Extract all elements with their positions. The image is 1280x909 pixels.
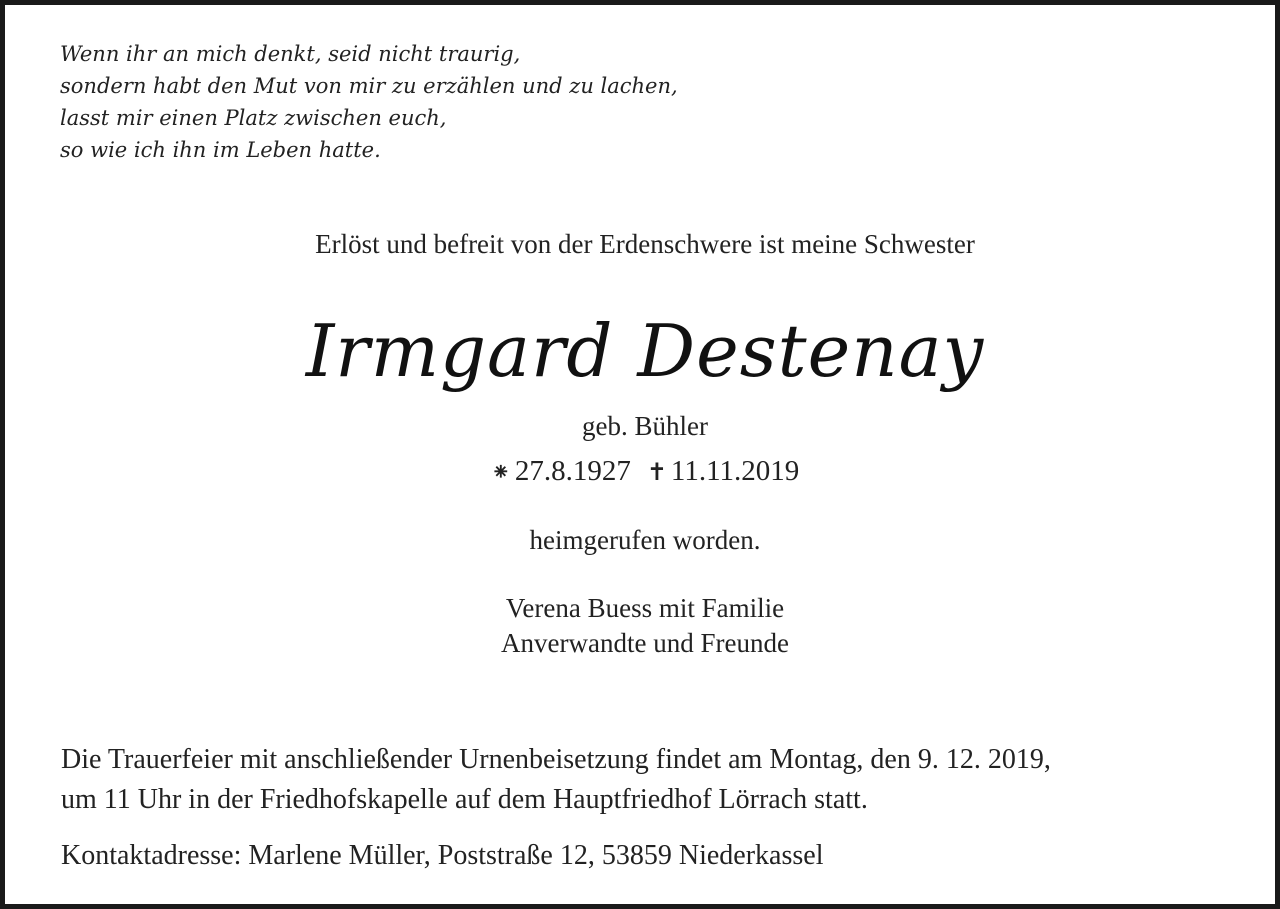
birth-star-icon: ⁕ [490, 460, 511, 486]
mourner-line: Anverwandte und Freunde [501, 628, 789, 658]
contact-address: Kontaktadresse: Marlene Müller, Poststraße 12, 53859 Niederkassel [61, 840, 824, 871]
memorial-poem [60, 38, 678, 166]
death-date: 11.11.2019 [670, 455, 800, 487]
mourners-list [5, 591, 1280, 661]
announcement-closing: heimgerufen worden. [529, 525, 761, 555]
mourner-line: Verena Buess mit Familie [505, 593, 785, 623]
birth-date: 27.8.1927 [514, 455, 631, 487]
service-line: um 11 Uhr in der Friedhofskapelle auf dem Hauptfriedhof Lörrach statt. [61, 784, 868, 815]
poem-line: so wie ich ihn im Leben hatte. [60, 138, 381, 162]
service-details [61, 740, 1051, 820]
poem-line: Wenn ihr an mich denkt, seid nicht traurig, [60, 42, 521, 66]
life-dates [5, 455, 1280, 488]
maiden-name: geb. Bühler [582, 411, 708, 441]
announcement-intro: Erlöst und befreit von der Erdenschwere ist meine Schwester [315, 229, 975, 259]
poem-line: lasst mir einen Platz zwischen euch, [60, 106, 447, 130]
service-line: Die Trauerfeier mit anschließender Urnenbeisetzung findet am Montag, den 9. 12. 2019, [61, 744, 1051, 775]
death-cross-icon: ✝ [646, 460, 667, 486]
deceased-name: Irmgard Destenay [305, 309, 985, 393]
poem-line: sondern habt den Mut von mir zu erzählen und zu lachen, [60, 74, 678, 98]
